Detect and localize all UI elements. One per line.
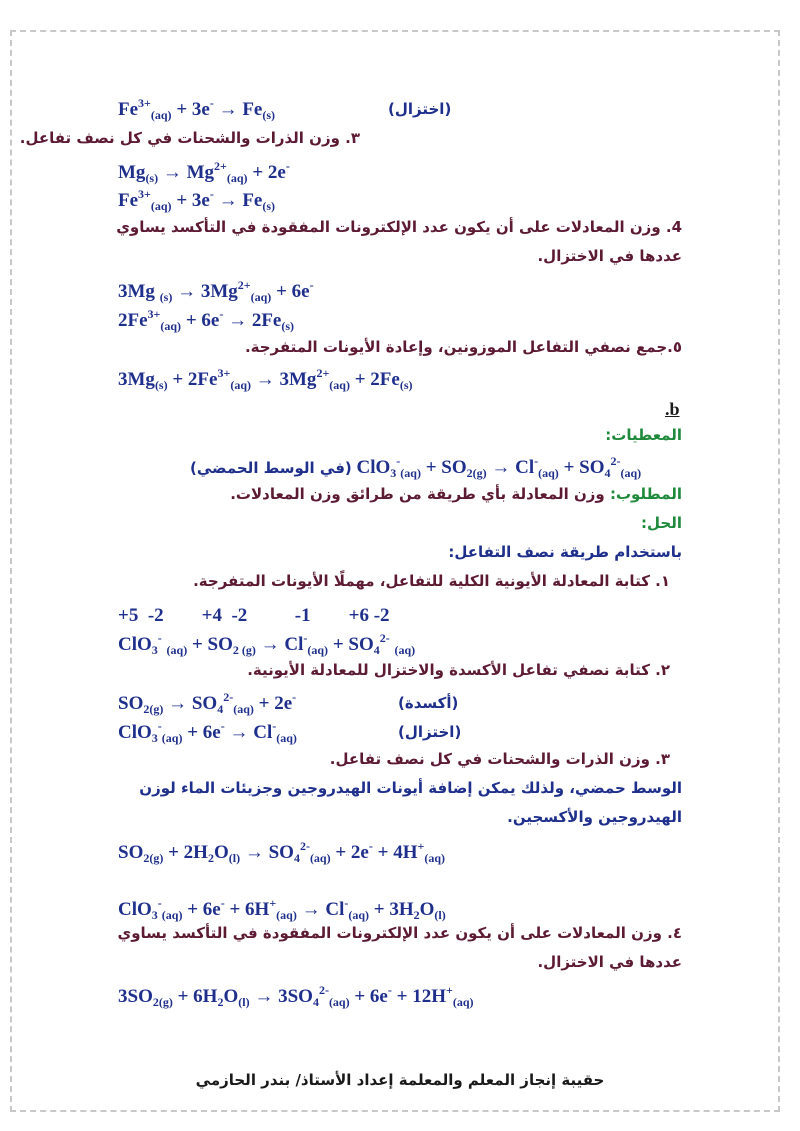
oxidation-label: (أكسدة) bbox=[398, 694, 459, 712]
step-3-b-heading: ٣. وزن الذرات والشحنات في كل نصف تفاعل. bbox=[329, 750, 670, 768]
oxidation-numbers: +5 -2 +4 -2 -1 +6 -2 bbox=[118, 605, 390, 626]
step-3-heading: ٣. وزن الذرات والشحنات في كل نصف تفاعل. bbox=[19, 129, 360, 147]
acid-note-line1: الوسط حمضي، ولذلك يمكن إضافة أيونات الهيدروجين وجزيئات الماء لوزن bbox=[139, 779, 682, 797]
equation-clo3-balanced: $ClO_3^-_{(aq)} + 6e^- + 6H^+_{(aq)} \to Cl^-_{(aq)} + 3H_2O_{(l)}$ bbox=[118, 896, 446, 922]
solution-label: الحل: bbox=[641, 514, 682, 532]
equation-so2-oxidation: $SO_{2(g)} \to SO_4^{2-}_{(aq)} + 2e^-$ bbox=[118, 690, 297, 716]
section-b-label: .b bbox=[665, 399, 680, 419]
givens-label: المعطيات: bbox=[605, 426, 682, 444]
required-line bbox=[82, 487, 682, 502]
equation-given: (في الوسط الحمضي) $ClO_3^-_{(aq)} + SO_{2(g)} \to Cl^-_{(aq)} + SO_4^{2-}_{(aq)}$ bbox=[190, 454, 642, 480]
equation-ionic: ClO$_3$- $_{(aq)} + SO_{2 (g)} \to Cl^-_{(aq)} + SO_4^{2-}$ $_{(aq)}$ bbox=[118, 631, 416, 657]
equation-2fe: $2Fe^{3+}_{(aq)} + 6e^- \to 2Fe_{(s)}$ bbox=[118, 307, 295, 333]
required-label: المطلوب: bbox=[609, 485, 682, 503]
acid-note-line2: الهيدروجين والأكسجين. bbox=[507, 808, 682, 826]
page-footer: حقيبة إنجاز المعلم والمعلمة إعداد الأستاذ/ بندر الحازمي bbox=[195, 1071, 605, 1089]
step-4-heading-line1: 4. وزن المعادلات على أن يكون عدد الإلكترونات المفقودة في التأكسد يساوي bbox=[116, 218, 682, 236]
reduction-label-b: (اختزال) bbox=[398, 723, 462, 741]
step-1-b-heading: ١. كتابة المعادلة الأيونية الكلية للتفاعل، مهملًا الأيونات المتفرجة. bbox=[193, 572, 670, 590]
equation-3mg: 3Mg $_{(s)} \to 3Mg^{2+}_{(aq)} + 6e^-$ bbox=[118, 278, 314, 304]
step-2-b-heading: ٢. كتابة نصفي تفاعل الأكسدة والاختزال للمعادلة الأيونية. bbox=[247, 661, 670, 679]
equation-so2-balanced: $SO_{2(g)} + 2H_2O_{(l)} \to SO_4^{2-}_{(aq)} + 2e^- + 4H^+_{(aq)}$ bbox=[118, 839, 445, 865]
equation-clo3-reduction: $ClO_3^-_{(aq)} + 6e^- \to Cl^-_{(aq)}$ bbox=[118, 719, 297, 745]
step-4-b-line1: ٤. وزن المعادلات على أن يكون عدد الإلكترونات المفقودة في التأكسد يساوي bbox=[117, 924, 682, 942]
step-4-heading-line2: عددها في الاختزال. bbox=[537, 247, 682, 265]
step-5-heading: ٥.جمع نصفي التفاعل الموزونين، وإعادة الأيونات المتفرجة. bbox=[244, 338, 682, 356]
equation-fe-reduction: $Fe^{3+}_{(aq)} + 3e^- \to Fe_{(s)}$ bbox=[118, 96, 276, 122]
given-medium: (في الوسط الحمضي) bbox=[190, 459, 352, 477]
equation-overall-a: $3Mg_{(s)} + 2Fe^{3+}_{(aq)} \to 3Mg^{2+}_{(aq)} + 2Fe_{(s)}$ bbox=[118, 366, 413, 392]
step-4-b-line2: عددها في الاختزال. bbox=[537, 953, 682, 971]
required-text: وزن المعادلة بأي طريقة من طرائق وزن المعادلات. bbox=[230, 485, 610, 503]
equation-fe-reduction-2: $Fe^{3+}_{(aq)} + 3e^- \to Fe_{(s)}$ bbox=[118, 187, 276, 213]
method-line: باستخدام طريقة نصف التفاعل: bbox=[448, 543, 682, 561]
equation-3so2: $3SO_{2(g)} + 6H_2O_{(l)} \to 3SO_4^{2-}_{(aq)} + 6e^- + 12H^+_{(aq)}$ bbox=[118, 983, 474, 1009]
reduction-label: (اختزال) bbox=[388, 100, 452, 118]
equation-mg-oxidation: $Mg_{(s)} \to Mg^{2+}_{(aq)} + 2e^-$ bbox=[118, 159, 290, 185]
